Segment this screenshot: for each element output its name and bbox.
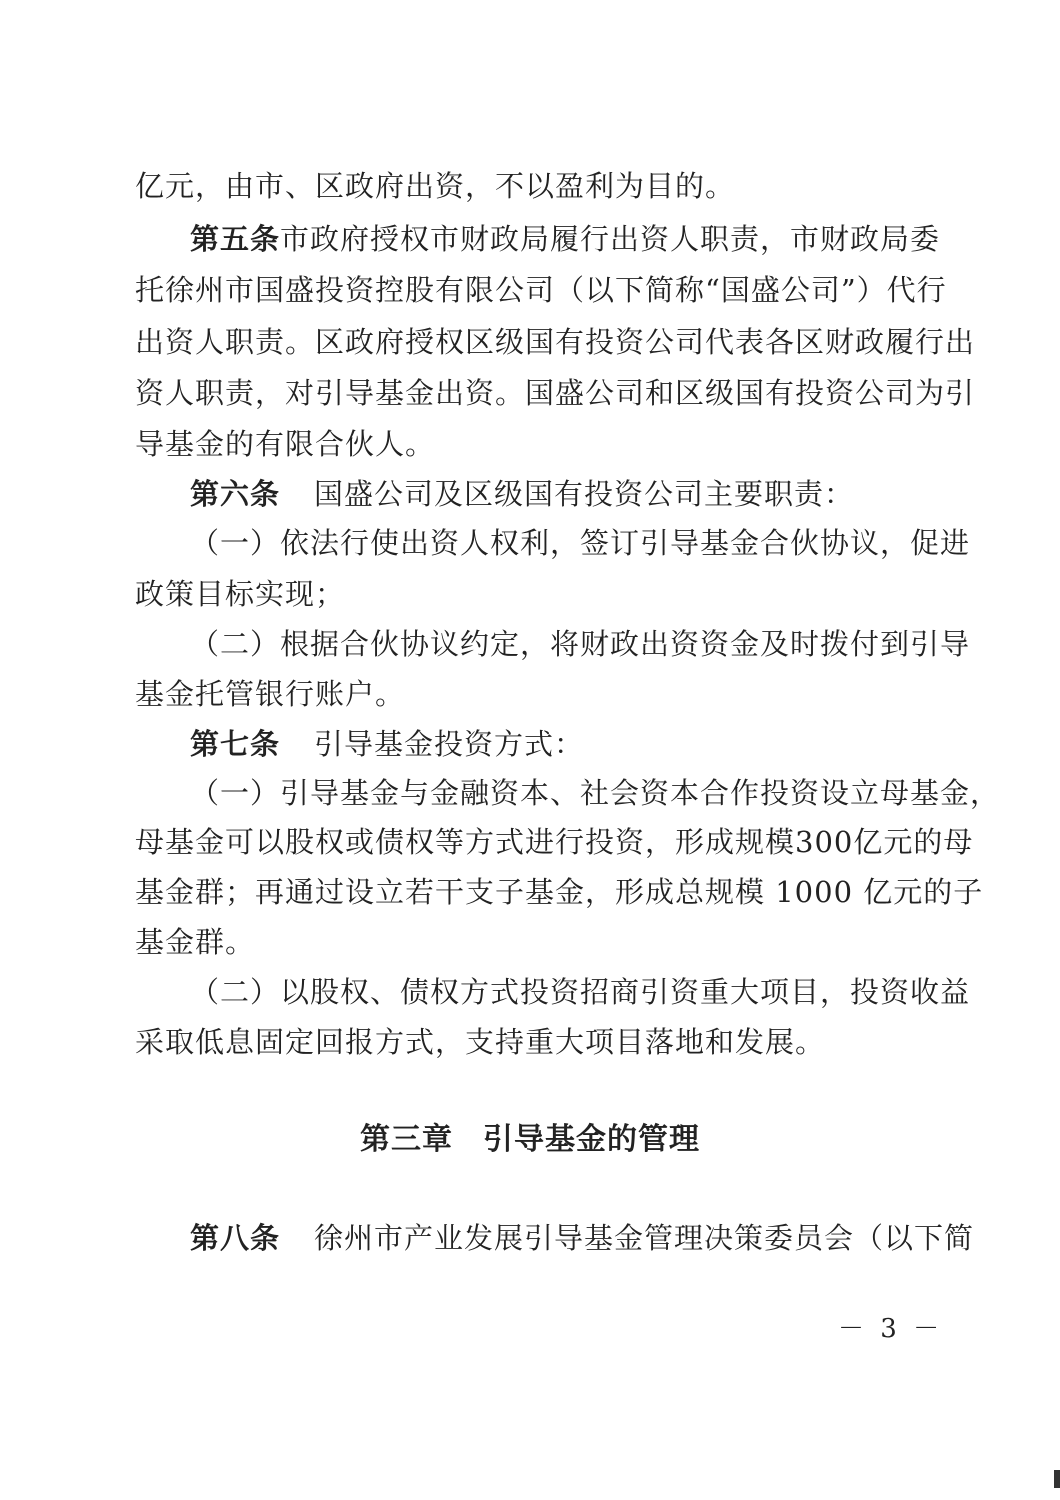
text: 采取低息固定回报方式，支持重大项目落地和发展。 <box>135 1025 826 1059</box>
article-8-text: 徐州市产业发展引导基金管理决策委员会（以下简 <box>314 1221 975 1255</box>
text: （二）以股权、债权方式投资招商引资重大项目，投资收益 <box>190 975 971 1009</box>
text: 出资人职责。区政府授权区级国有投资公司代表各区财政履行出 <box>135 325 976 359</box>
article-7-label: 第七条 <box>190 727 281 761</box>
text: 资人职责，对引导基金出资。国盛公司和区级国有投资公司为引 <box>135 376 976 410</box>
text: 基金托管银行账户。 <box>135 677 406 711</box>
article-6-text: 国盛公司及区级国有投资公司主要职责： <box>314 477 855 511</box>
text: 亿元，由市、区政府出资，不以盈利为目的。 <box>135 169 736 203</box>
article-7-item-2-line-1 <box>190 972 970 1012</box>
article-6-heading-line <box>190 474 854 514</box>
article-8-heading-line <box>190 1218 974 1258</box>
text: 基金群。 <box>135 925 256 959</box>
article-7-heading-line <box>190 724 584 764</box>
article-5-label: 第五条 <box>190 222 281 256</box>
text: 基金群；再通过设立若干支子基金，形成总规模 1000 亿元的子 <box>135 875 984 909</box>
article-5-line-3 <box>135 322 976 362</box>
text: （一）依法行使出资人权利，签订引导基金合伙协议，促进 <box>190 526 971 560</box>
text: （一）引导基金与金融资本、社会资本合作投资设立母基金， <box>190 776 1001 810</box>
article-5-heading-line <box>190 219 941 259</box>
article-6-item-1-line-2 <box>135 574 345 614</box>
article-7-text: 引导基金投资方式： <box>314 727 585 761</box>
article-8-label: 第八条 <box>190 1221 281 1255</box>
article-5-text: 市政府授权市财政局履行出资人职责，市财政局委 <box>280 222 941 256</box>
article-5-line-5 <box>135 424 435 464</box>
article-7-item-2-line-2 <box>135 1022 825 1062</box>
article-6-item-2-line-1 <box>190 624 970 664</box>
chapter-heading <box>0 1120 1060 1160</box>
chapter-title: 引导基金的管理 <box>483 1122 700 1157</box>
article-5-line-4 <box>135 373 976 413</box>
edge-mark <box>1054 1470 1060 1488</box>
article-6-item-1-line-1 <box>190 523 971 563</box>
article-7-item-1-line-3 <box>135 872 983 912</box>
article-6-item-2-line-2 <box>135 674 405 714</box>
article-5-line-2 <box>135 270 947 310</box>
chapter-number: 第三章 <box>360 1122 453 1157</box>
text: 托徐州市国盛投资控股有限公司（以下简称“国盛公司”）代行 <box>135 273 947 307</box>
text: 导基金的有限合伙人。 <box>135 427 436 461</box>
page-number: － 3 － <box>838 1314 944 1344</box>
article-7-item-1-line-4 <box>135 922 255 962</box>
text: （二）根据合伙协议约定，将财政出资资金及时拨付到引导 <box>190 627 971 661</box>
paragraph-line <box>135 166 735 206</box>
article-6-label: 第六条 <box>190 477 281 511</box>
article-7-item-1-line-2 <box>135 822 973 862</box>
article-7-item-1-line-1 <box>190 773 1000 813</box>
text: 政策目标实现； <box>135 577 346 611</box>
text: 母基金可以股权或债权等方式进行投资，形成规模300亿元的母 <box>135 825 974 859</box>
